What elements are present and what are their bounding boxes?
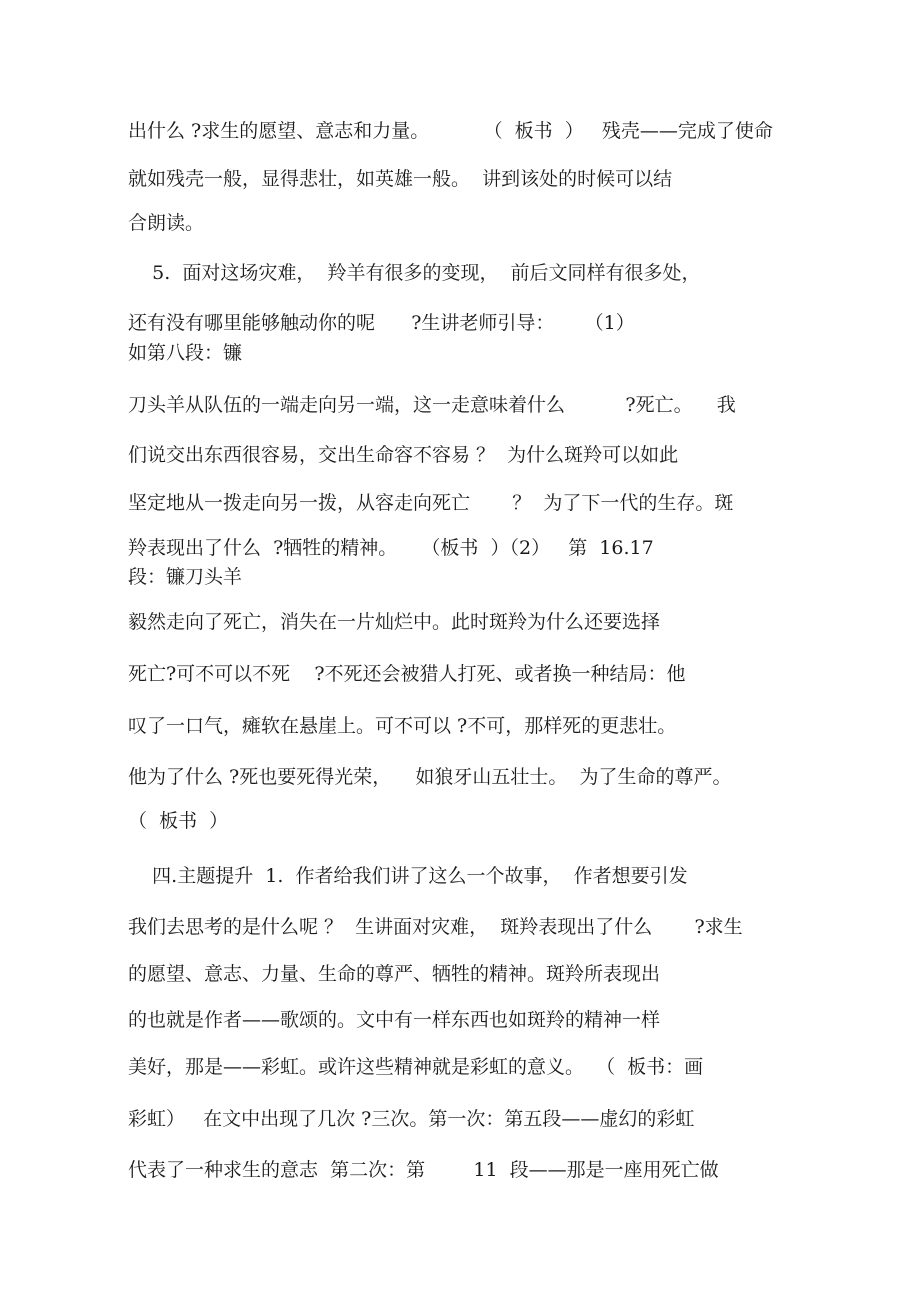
text-line: （ 板书 ） [128,810,229,832]
text-line: 还有没有哪里能够触动你的呢 ?生讲老师引导： （1） [128,312,635,334]
text-line: 羚表现出了什么 ?牺牲的精神。 （板书 ）（2） 第 16.17 [128,537,654,559]
text-line: 合朗读。 [128,212,205,234]
text-line: 四.主题提升 1. 作者给我们讲了这么一个故事， 作者想要引发 [128,865,688,887]
text-line: 我们去思考的是什么呢 ？ 生讲面对灾难， 斑羚表现出了什么 ?求生 [128,916,743,938]
text-line: 们说交出东西很容易，交出生命容不容易 ？ 为什么斑羚可以如此 [128,444,679,466]
text-line: 如第八段：镰 [128,342,243,364]
text-line: 叹了一口气，瘫软在悬崖上。可不可以 ?不可，那样死的更悲壮。 [128,715,677,737]
text-line: 段：镰刀头羊 [128,566,243,588]
text-line: 5. 面对这场灾难， 羚羊有很多的变现， 前后文同样有很多处， [128,262,701,284]
text-line: 坚定地从一拨走向另一拨，从容走向死亡 ？ 为了下一代的生存。斑 [128,492,734,514]
text-line: 美好，那是——彩虹。或许这些精神就是彩虹的意义。 （ 板书：画 [128,1056,704,1078]
text-line: 死亡?可不可以不死 ?不死还会被猎人打死、或者换一种结局：他 [128,663,686,685]
text-line: 就如残壳一般，显得悲壮，如英雄一般。 讲到该处的时候可以结 [128,168,673,190]
text-line: 刀头羊从队伍的一端走向另一端，这一走意味着什么 ?死亡。 我 [128,394,736,416]
text-line: 的愿望、意志、力量、生命的尊严、牺牲的精神。斑羚所表现出 [128,963,661,985]
text-line: 毅然走向了死亡，消失在一片灿烂中。此时斑羚为什么还要选择 [128,611,661,633]
text-line: 彩虹） 在文中出现了几次 ?三次。第一次：第五段——虚幻的彩虹 [128,1108,695,1130]
text-line: 出什么 ?求生的愿望、意志和力量。 （ 板书 ） 残壳——完成了使命 [128,120,773,142]
text-line: 他为了什么 ?死也要死得光荣， 如狼牙山五壮士。 为了生命的尊严。 [128,766,732,788]
text-line: 代表了一种求生的意志 第二次：第 11 段——那是一座用死亡做 [128,1159,719,1181]
text-line: 的也就是作者——歌颂的。文中有一样东西也如斑羚的精神一样 [128,1009,661,1031]
